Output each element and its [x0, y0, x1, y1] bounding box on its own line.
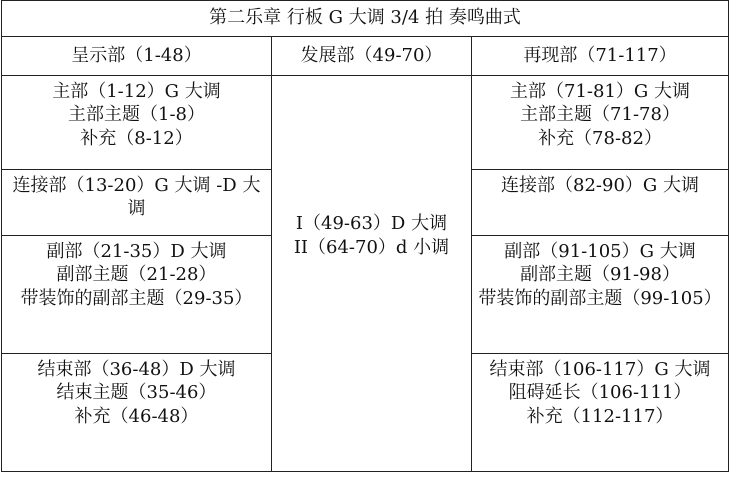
recap-secondary-line: 带装饰的副部主题（99-105） — [478, 287, 722, 309]
recap-secondary-line: 副部（91-105）G 大调 — [504, 241, 696, 262]
recap-transition-line: 连接部（82-90）G 大调 — [501, 175, 699, 196]
table-title: 第二乐章 行板 G 大调 3/4 拍 奏鸣曲式 — [2, 1, 729, 37]
exposition-secondary-cell — [2, 236, 272, 354]
exposition-main-line: 主部（1-12）G 大调 — [52, 81, 221, 102]
recap-closing-line: 结束部（106-117）G 大调 — [489, 359, 711, 380]
recap-closing-line: 阻碍延长（106-111） — [508, 382, 692, 404]
recap-closing-cell — [472, 354, 729, 472]
header-recapitulation: 再现部（71-117） — [472, 37, 729, 76]
header-development: 发展部（49-70） — [272, 37, 472, 76]
recap-secondary-line: 副部主题（91-98） — [520, 264, 680, 286]
exposition-main-line: 补充（8-12） — [80, 127, 193, 149]
header-exposition: 呈示部（1-48） — [2, 37, 272, 76]
recap-main-line: 主部主题（71-78） — [520, 104, 680, 126]
exposition-secondary-line: 副部（21-35）D 大调 — [46, 241, 227, 262]
recap-secondary-cell — [472, 236, 729, 354]
exposition-closing-line: 结束主题（35-46） — [56, 382, 217, 404]
exposition-transition-cell — [2, 170, 272, 236]
exposition-closing-line: 补充（46-48） — [74, 405, 199, 427]
exposition-main-line: 主部主题（1-8） — [68, 104, 205, 126]
recap-closing-line: 补充（112-117） — [526, 405, 674, 427]
development-line: II（64-70）d 小调 — [293, 236, 450, 258]
development-cell — [272, 76, 472, 472]
exposition-transition-line: 连接部（13-20）G 大调 -D 大调 — [12, 175, 261, 220]
recap-main-line: 补充（78-82） — [538, 127, 662, 149]
recap-main-cell — [472, 76, 729, 170]
sonata-form-table — [1, 0, 729, 472]
development-line: I（49-63）D 大调 — [295, 213, 448, 235]
recap-main-line: 主部（71-81）G 大调 — [510, 81, 690, 102]
exposition-closing-line: 结束部（36-48）D 大调 — [37, 359, 236, 380]
exposition-secondary-line: 副部主题（21-28） — [56, 264, 217, 286]
exposition-main-cell — [2, 76, 272, 170]
recap-transition-cell — [472, 170, 729, 236]
exposition-closing-cell — [2, 354, 272, 472]
exposition-secondary-line: 带装饰的副部主题（29-35） — [20, 287, 253, 309]
